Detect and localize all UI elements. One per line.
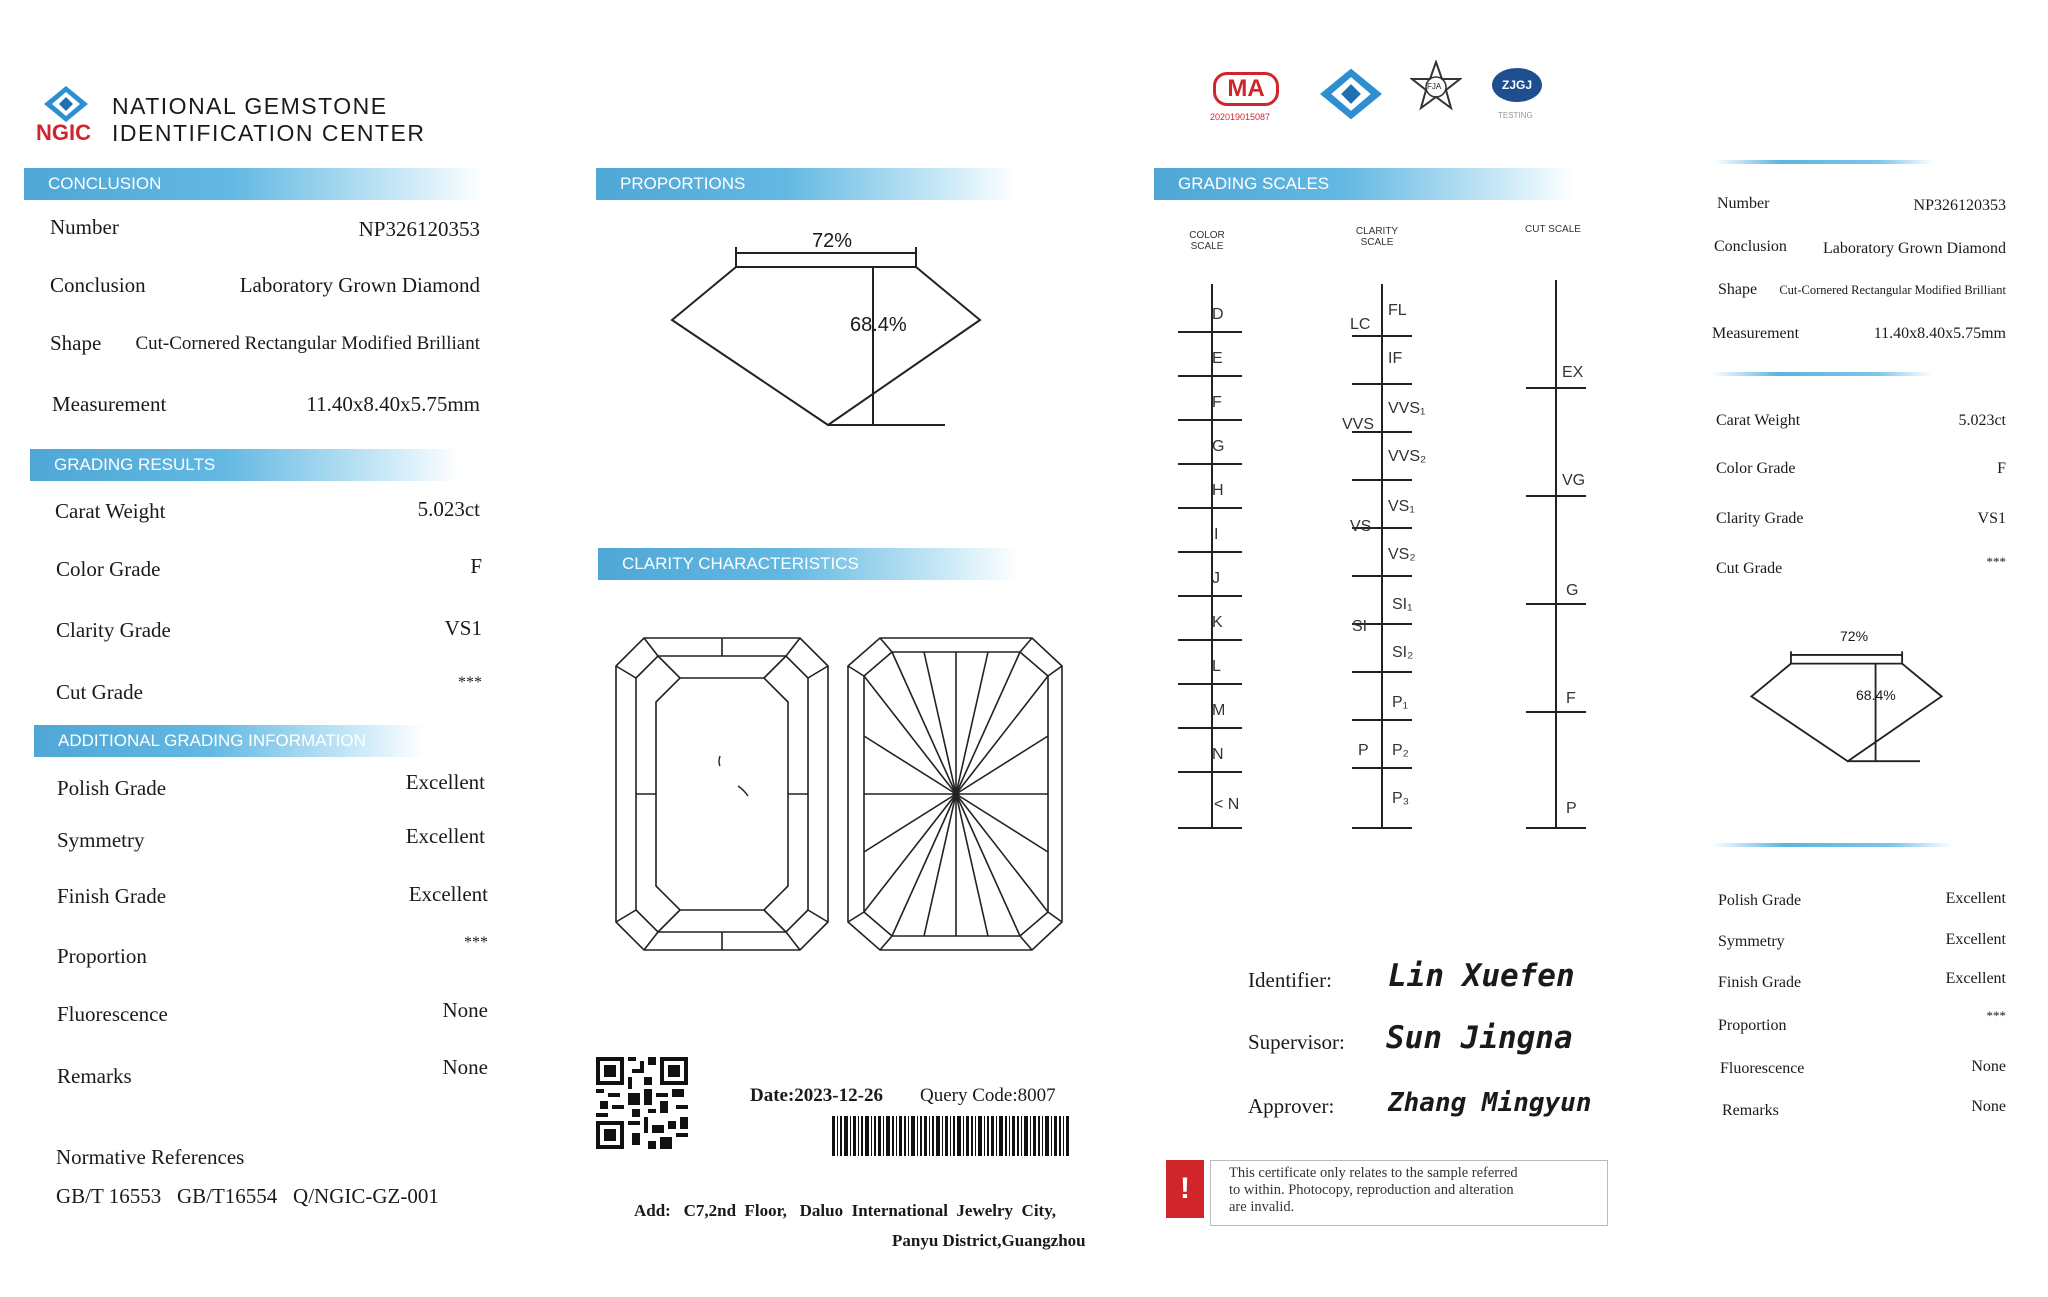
- clarity-grade-p3: P₃: [1392, 790, 1410, 807]
- address-line1: Add: C7,2nd Floor, Daluo International Jewelry City,: [634, 1201, 1057, 1220]
- cut-grade-value: ***: [458, 674, 482, 691]
- summary-fluorescence-value: None: [1971, 1058, 2006, 1075]
- finish-value: Excellent: [408, 882, 488, 906]
- carat-value: 5.023ct: [417, 497, 480, 521]
- proportion-value: ***: [464, 934, 488, 951]
- clarity-characteristics-header: CLARITY CHARACTERISTICS: [598, 548, 1018, 580]
- clarity-group-vvs: VVS: [1342, 416, 1375, 433]
- zjgj-logo: ZJGJ: [1492, 68, 1542, 102]
- clarity-scale-title: CLARITY SCALE: [1355, 226, 1399, 248]
- color-grade-k: K: [1212, 614, 1223, 631]
- notice-box: [1210, 1160, 1608, 1226]
- summary-shape-value: Cut-Cornered Rectangular Modified Brilliant: [1779, 283, 2006, 297]
- conclusion-header: CONCLUSION: [24, 168, 484, 200]
- summary-polish-label: Polish Grade: [1718, 892, 1802, 909]
- color-grade-i: I: [1214, 526, 1219, 543]
- cma-number: 202019015087: [1210, 112, 1271, 122]
- summary-measurement-label: Measurement: [1712, 325, 1800, 342]
- summary-number-value: NP326120353: [1913, 197, 2006, 214]
- finish-label: Finish Grade: [57, 884, 167, 908]
- polish-label: Polish Grade: [57, 776, 167, 800]
- notice-line1: This certificate only relates to the sample referred: [1229, 1165, 1518, 1181]
- clarity-grade-p2: P₂: [1392, 742, 1409, 759]
- notice-line2: to within. Photocopy, reproduction and alteration: [1229, 1182, 1514, 1198]
- summary-rule-mid: [1712, 372, 1932, 376]
- grading-results-header: GRADING RESULTS: [30, 449, 460, 481]
- issue-date: Date:2023-12-26: [750, 1085, 883, 1106]
- notice-line3: are invalid.: [1229, 1199, 1295, 1215]
- color-grade-l: L: [1212, 658, 1221, 675]
- cut-grade-g: G: [1566, 582, 1579, 599]
- summary-polish-value: Excellent: [1945, 890, 2006, 907]
- fluorescence-label: Fluorescence: [57, 1002, 168, 1026]
- fluorescence-value: None: [442, 998, 488, 1022]
- supervisor-signature: Sun Jingna: [1386, 1020, 1573, 1056]
- conclusion-value: Laboratory Grown Diamond: [239, 273, 480, 297]
- additional-header: ADDITIONAL GRADING INFORMATION: [34, 725, 424, 757]
- summary-conclusion-value: Laboratory Grown Diamond: [1822, 240, 2006, 257]
- color-grade-j: J: [1212, 570, 1220, 587]
- proportions-header: PROPORTIONS: [596, 168, 1016, 200]
- identifier-signature: Lin Xuefen: [1388, 958, 1575, 994]
- number-value: NP326120353: [358, 217, 480, 241]
- summary-proportion-label: Proportion: [1718, 1017, 1787, 1034]
- approver-label: Approver:: [1248, 1094, 1335, 1118]
- table-percent: 72%: [812, 230, 853, 252]
- fja-text: FJA: [1427, 82, 1442, 91]
- clarity-grade-vs1: VS₁: [1388, 498, 1415, 515]
- color-grade-d: D: [1212, 306, 1224, 323]
- summary-color-value: F: [1997, 460, 2006, 477]
- cut-grade-label: Cut Grade: [56, 680, 143, 704]
- summary-symmetry-label: Symmetry: [1718, 933, 1785, 950]
- supervisor-label: Supervisor:: [1248, 1030, 1345, 1054]
- clarity-group-vs: VS: [1350, 518, 1372, 535]
- clarity-plot-diagram: [608, 636, 1068, 954]
- clarity-group-lc: LC: [1350, 316, 1371, 333]
- summary-carat-label: Carat Weight: [1716, 412, 1801, 429]
- clarity-grade-p1: P₁: [1392, 694, 1409, 711]
- summary-depth-percent: 68.4%: [1856, 687, 1896, 703]
- color-scale-title: COLOR SCALE: [1189, 230, 1225, 252]
- zjgj-sub: TESTING: [1498, 111, 1533, 120]
- measurement-value: 11.40x8.40x5.75mm: [306, 392, 480, 416]
- proportion-label: Proportion: [57, 944, 147, 968]
- cut-grade-vg: VG: [1562, 472, 1586, 489]
- brand-abbr: NGIC: [36, 120, 91, 145]
- cma-logo: MA: [1213, 72, 1279, 106]
- clarity-grade-fl: FL: [1388, 302, 1407, 319]
- address-line2: Panyu District,Guangzhou: [892, 1231, 1086, 1250]
- remarks-label: Remarks: [57, 1064, 132, 1088]
- clarity-grade-si1: SI₁: [1392, 596, 1413, 613]
- cut-grade-p: P: [1566, 800, 1577, 817]
- remarks-value: None: [442, 1055, 488, 1079]
- proportions-diagram: [660, 225, 1000, 430]
- summary-proportions-diagram: [1744, 636, 1954, 766]
- ngic-seal-icon: [1320, 68, 1382, 120]
- summary-symmetry-value: Excellent: [1945, 931, 2006, 948]
- approver-signature: Zhang Mingyun: [1388, 1088, 1592, 1118]
- summary-finish-value: Excellent: [1945, 970, 2006, 987]
- clarity-grade-if: IF: [1388, 350, 1403, 367]
- normative-refs: GB/T 16553 GB/T16554 Q/NGIC-GZ-001: [56, 1184, 439, 1208]
- barcode-icon: [832, 1116, 1072, 1156]
- clarity-grade-si2: SI₂: [1392, 644, 1414, 661]
- color-grade-below-n: < N: [1214, 796, 1240, 813]
- carat-label: Carat Weight: [55, 499, 166, 523]
- shape-label: Shape: [50, 331, 102, 355]
- normative-label: Normative References: [56, 1145, 245, 1169]
- summary-color-label: Color Grade: [1716, 460, 1796, 477]
- clarity-group-p: P: [1358, 742, 1369, 759]
- cut-scale-title: CUT SCALE: [1525, 224, 1581, 235]
- clarity-grade-vvs1: VVS₁: [1388, 400, 1426, 417]
- color-grade-e: E: [1212, 350, 1223, 367]
- measurement-label: Measurement: [52, 392, 167, 416]
- clarity-grade-label: Clarity Grade: [56, 618, 171, 642]
- color-grade-m: M: [1212, 702, 1226, 719]
- clarity-grade-value: VS1: [444, 616, 482, 640]
- summary-clarity-label: Clarity Grade: [1716, 510, 1804, 527]
- color-grade-n: N: [1212, 746, 1224, 763]
- depth-percent: 68.4%: [850, 314, 907, 336]
- summary-rule-bottom: [1712, 843, 1952, 847]
- symmetry-value: Excellent: [405, 824, 485, 848]
- summary-cut-value: ***: [1986, 554, 2006, 569]
- color-grade-h: H: [1212, 482, 1224, 499]
- qr-code-icon: [596, 1057, 688, 1149]
- summary-carat-value: 5.023ct: [1958, 412, 2006, 429]
- cut-grade-f: F: [1566, 690, 1576, 707]
- summary-remarks-value: None: [1971, 1098, 2006, 1115]
- clarity-grade-vs2: VS₂: [1388, 546, 1416, 563]
- conclusion-label: Conclusion: [50, 273, 146, 297]
- query-code: Query Code:8007: [920, 1085, 1056, 1106]
- shape-value: Cut-Cornered Rectangular Modified Brilliant: [135, 333, 480, 354]
- summary-fluorescence-label: Fluorescence: [1720, 1060, 1805, 1077]
- summary-shape-label: Shape: [1718, 281, 1758, 298]
- color-grade-f: F: [1212, 394, 1222, 411]
- cut-grade-ex: EX: [1562, 364, 1584, 381]
- warning-icon: !: [1166, 1160, 1204, 1218]
- polish-value: Excellent: [405, 770, 485, 794]
- clarity-grade-vvs2: VVS₂: [1388, 448, 1427, 465]
- identifier-label: Identifier:: [1248, 968, 1332, 992]
- summary-clarity-value: VS1: [1977, 510, 2006, 527]
- summary-rule-top: [1714, 160, 1934, 164]
- color-grade-label: Color Grade: [56, 557, 161, 581]
- brand-name-line2: IDENTIFICATION CENTER: [112, 120, 426, 146]
- summary-proportion-value: ***: [1986, 1008, 2006, 1023]
- number-label: Number: [50, 215, 119, 239]
- symmetry-label: Symmetry: [57, 828, 145, 852]
- summary-number-label: Number: [1717, 195, 1770, 212]
- summary-remarks-label: Remarks: [1722, 1102, 1779, 1119]
- color-grade-g: G: [1212, 438, 1225, 455]
- clarity-group-si: SI: [1352, 618, 1368, 635]
- summary-measurement-value: 11.40x8.40x5.75mm: [1873, 325, 2006, 342]
- grading-scales-lines: [1170, 280, 1600, 830]
- ngic-logo-icon: [44, 86, 88, 122]
- summary-conclusion-label: Conclusion: [1714, 238, 1787, 255]
- brand-name-line1: NATIONAL GEMSTONE: [112, 93, 388, 119]
- color-grade-value: F: [470, 554, 482, 578]
- summary-cut-label: Cut Grade: [1716, 560, 1783, 577]
- grading-scales-header: GRADING SCALES: [1154, 168, 1574, 200]
- summary-table-percent: 72%: [1840, 628, 1869, 644]
- summary-finish-label: Finish Grade: [1718, 974, 1802, 991]
